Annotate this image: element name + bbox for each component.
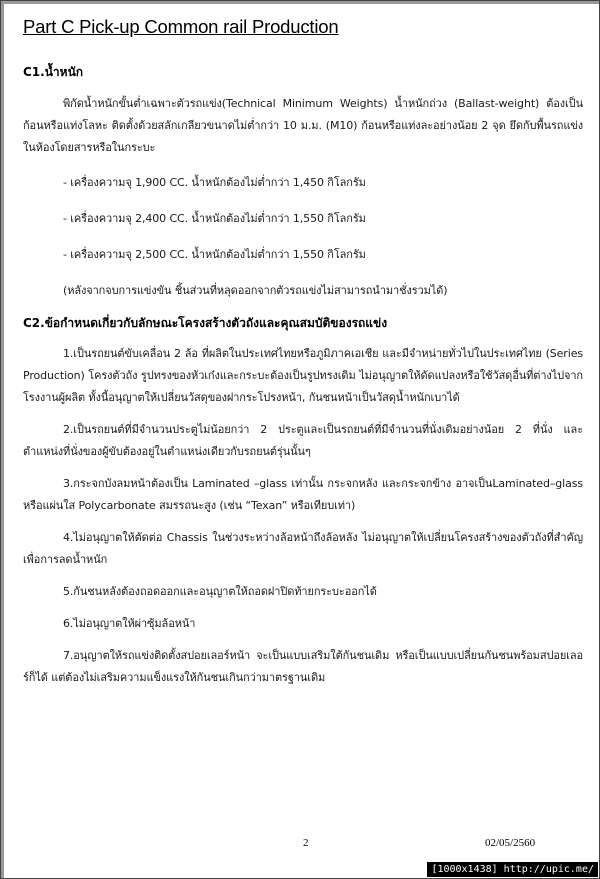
upload-watermark: [1000x1438] http://upic.me/: [427, 862, 598, 877]
rule-1: 1.เป็นรถยนต์ขับเคลื่อน 2 ล้อ ที่ผลิตในประเทศไทยหรือภูมิภาคเอเชีย และมีจำหน่ายทั่วไปในประเทศไทย (Series Production) โครงตัวถัง รูปทรงของหัวเก๋งและกระบะต้องเป็นรูปทรงเดิม ไม่อนุญาตให้ดัดแปลงหรือใช้วัสดุอื่นที่ต่างไปจากโรงงานผู้ผลิต ทั้งนี้อนุญาตให้เปลี่ยนวัสดุของฝากระโปรงหน้า, กันชนหน้าเป็นวัสดุน้ำหนักเบาได้: [23, 347, 583, 404]
section-c2-heading: C2.ข้อกำหนดเกี่ยวกับลักษณะโครงสร้างตัวถังและคุณสมบัติของรถแข่ง: [23, 316, 388, 330]
weight-item-2400: - เครื่องความจุ 2,400 CC. น้ำหนักต้องไม่ต่ำกว่า 1,550 กิโลกรัม: [63, 212, 366, 225]
page-title: Part C Pick-up Common rail Production: [23, 16, 339, 37]
section-c1-paragraph: พิกัดน้ำหนักขั้นต่ำเฉพาะตัวรถแข่ง(Technical Minimum Weights) น้ำหนักถ่วง (Ballast-weight) ต้องเป็นก้อนหรือแท่งโลหะ ติดตั้งด้วยสลักเกลียวขนาดไม่ต่ำกว่า 10 ม.ม. (M10) ก้อนหรือแท่งละอย่างน้อย 2 จุด ยึดกับพื้นรถแข่งในห้องโดยสารหรือในกระบะ: [23, 97, 583, 154]
section-c1-heading: C1.น้ำหนัก: [23, 65, 84, 79]
rule-4: 4.ไม่อนุญาตให้ตัดต่อ Chassis ในช่วงระหว่างล้อหน้าถึงล้อหลัง ไม่อนุญาตให้เปลี่ยนโครงสร้างของตัวถังที่สำคัญเพื่อการลดน้ำหนัก: [23, 531, 583, 566]
weight-note: (หลังจากจบการแข่งขัน ชิ้นส่วนที่หลุดออกจากตัวรถแข่งไม่สามารถนำมาชั่งรวมได้): [63, 284, 448, 297]
rule-5: 5.กันชนหลังต้องถอดออกและอนุญาตให้ถอดฝาปิดท้ายกระบะออกได้: [63, 585, 377, 598]
rule-2: 2.เป็นรถยนต์ที่มีจำนวนประตูไม่น้อยกว่า 2 ประตูและเป็นรถยนต์ที่มีจำนวนที่นั่งเดิมอย่างน้อย 2 ที่นั่ง และตำแหน่งที่นั่งของผู้ขับต้องอยู่ในตำแหน่งเดียวกับรถยนต์รุ่นนั้นๆ: [23, 423, 583, 458]
rule-7: 7.อนุญาตให้รถแข่งติดตั้งสปอยเลอร์หน้า จะเป็นแบบเสริมใต้กันชนเดิม หรือเป็นแบบเปลี่ยนกันชนพร้อมสปอยเลอร์ก็ได้ แต่ต้องไม่เสริมความแข็งแรงให้กันชนเกินกว่ามาตรฐานเดิม: [23, 649, 583, 684]
document-date: 02/05/2560: [485, 837, 536, 849]
weight-item-1900: - เครื่องความจุ 1,900 CC. น้ำหนักต้องไม่ต่ำกว่า 1,450 กิโลกรัม: [63, 176, 366, 189]
weight-item-2500: - เครื่องความจุ 2,500 CC. น้ำหนักต้องไม่ต่ำกว่า 1,550 กิโลกรัม: [63, 248, 366, 261]
rule-6: 6.ไม่อนุญาตให้ผ่าซุ้มล้อหน้า: [63, 617, 196, 630]
page-number: 2: [303, 837, 309, 849]
document-body: [23, 15, 583, 689]
rule-3: 3.กระจกบังลมหน้าต้องเป็น Laminated –glass เท่านั้น กระจกหลัง และกระจกข้าง อาจเป็นLaminated–glass หรือแผ่นใส Polycarbonate สมรรถนะสูง (เช่น “Texan” หรือเทียบเท่า): [23, 477, 583, 512]
